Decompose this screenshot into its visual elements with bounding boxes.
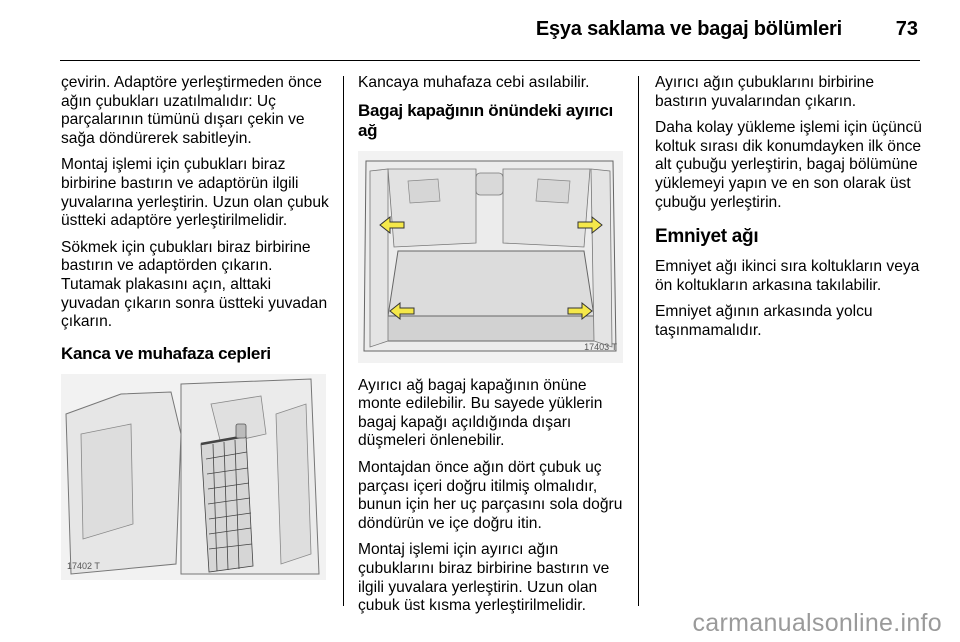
column-3 (655, 74, 927, 349)
watermark: carmanualsonline.info (692, 609, 942, 637)
column-divider-right (638, 76, 639, 606)
header-rule (60, 60, 920, 61)
hook-pocket-figure (61, 374, 326, 580)
col2-paragraph-3: Montajdan önce ağın dört çubuk uç parçası içeri doğru itilmiş olmalıdır, bunun için her uç parçasını sola doğru döndürün ve içe doğru itin. (358, 458, 623, 532)
col3-paragraph-1: Ayırıcı ağın çubuklarını birbirine bastırın yuvalarından çıkarın. (655, 74, 874, 110)
col2-paragraph-1: Kancaya muhafaza cebi asılabilir. (358, 74, 590, 91)
col2-paragraph-2: Ayırıcı ağ bagaj kapağının önüne monte edilebilir. Bu sayede yüklerin bagaj kapağı açıldığında dışarı düşmeleri önlenebilir. (358, 376, 603, 450)
page-number: 73 (895, 18, 918, 40)
col3-heading: Emniyet ağı (655, 226, 759, 248)
column-2 (358, 74, 630, 624)
col3-paragraph-4: Emniyet ağının arkasında yolcu taşınmamalıdır. (655, 303, 873, 339)
hook-icon (236, 424, 246, 438)
column-1 (61, 74, 331, 580)
column-divider-left (343, 76, 344, 606)
page-title: Eşya saklama ve bagaj bölümleri (535, 18, 842, 40)
col1-paragraph-3: Sökmek için çubukları biraz birbirine bastırın ve adaptörden çıkarın. Tutamak plakasını açın, alttaki yuvadan çıkarın sonra üstteki yuvadan çıkarın. (61, 238, 328, 331)
col1-paragraph-1: çevirin. Adaptöre yerleştirmeden önce ağın çubukları uzatılmalıdır: Uç parçalarının tümünü dışarı çekin ve sağa döndürerek sabitleyin. (61, 74, 322, 147)
col1-heading: Kanca ve muhafaza cepleri (61, 343, 271, 363)
col2-paragraph-4: Montaj işlemi için ayırıcı ağın çubuklarını biraz birbirine bastırın ve ilgili yuvalara yerleştirin. Uzun olan çubuk üst kısma yerleştirilmelidir. (358, 541, 610, 615)
storage-net (201, 436, 253, 572)
hook-pocket-illustration (61, 374, 326, 580)
separator-net-illustration (358, 151, 623, 363)
figure-code: 17402 T (67, 561, 100, 572)
col3-paragraph-2: Daha kolay yükleme işlemi için üçüncü koltuk sırası dik konumdayken ilk önce alt çubuğu yerleştirin, bagaj bölümüne yüklemeyi yapın ve en son olarak üst çubuğu yerleştirin. (655, 119, 922, 211)
page-header (0, 0, 960, 62)
figure-code: 17403 T (584, 342, 617, 352)
separator-net-figure (358, 151, 623, 363)
col2-heading: Bagaj kapağının önündeki ayırıcı ağ (358, 100, 613, 140)
col1-paragraph-2: Montaj işlemi için çubukları biraz birbirine bastırın ve adaptörün ilgili yuvalarına yerleştirin. Uzun olan çubuk üstteki adaptöre yerleştirilmelidir. (61, 156, 329, 230)
col3-paragraph-3: Emniyet ağı ikinci sıra koltukların veya ön koltukların arkasına takılabilir. (655, 258, 920, 294)
